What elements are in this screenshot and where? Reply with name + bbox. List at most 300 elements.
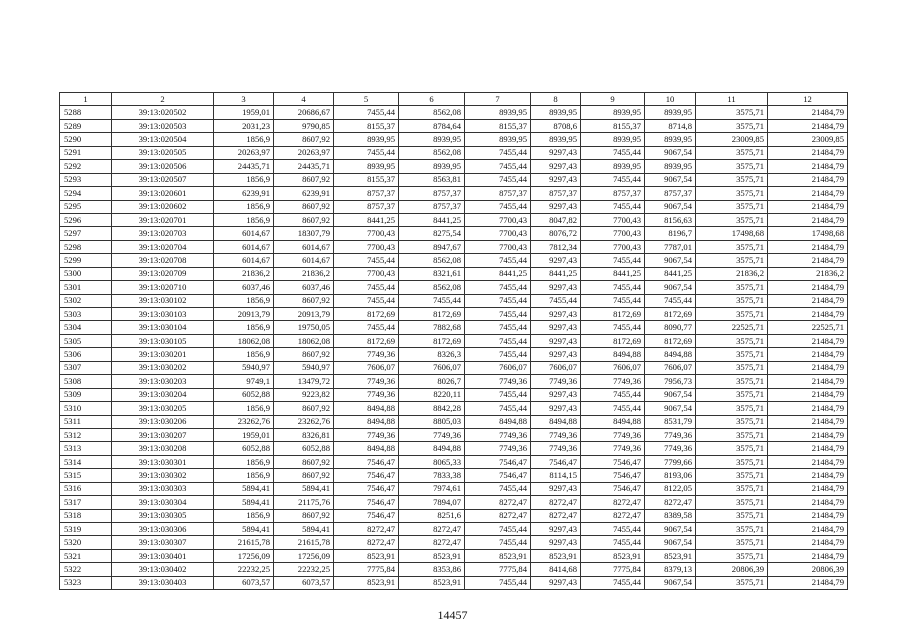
value-cell: 8090,77 xyxy=(645,321,696,334)
value-cell: 7749,36 xyxy=(465,428,531,441)
value-cell: 22232,25 xyxy=(274,563,334,576)
value-cell: 6014,67 xyxy=(214,227,274,240)
value-cell: 2031,23 xyxy=(214,119,274,132)
row-number-cell: 5308 xyxy=(60,375,112,388)
value-cell: 21484,79 xyxy=(768,146,848,159)
value-cell: 8494,88 xyxy=(334,442,399,455)
value-cell: 21484,79 xyxy=(768,160,848,173)
value-cell: 13479,72 xyxy=(274,375,334,388)
value-cell: 9067,54 xyxy=(645,576,696,589)
value-cell: 6073,57 xyxy=(214,576,274,589)
value-cell: 21484,79 xyxy=(768,576,848,589)
value-cell: 8494,88 xyxy=(334,415,399,428)
value-cell: 3575,71 xyxy=(696,415,768,428)
header-row xyxy=(60,93,848,106)
value-cell: 7546,47 xyxy=(334,496,399,509)
value-cell: 5894,41 xyxy=(274,482,334,495)
row-number-cell: 5301 xyxy=(60,281,112,294)
value-cell: 7749,36 xyxy=(531,428,581,441)
value-cell: 1856,9 xyxy=(214,348,274,361)
table-row xyxy=(60,348,848,361)
row-number-cell: 5316 xyxy=(60,482,112,495)
value-cell: 21836,2 xyxy=(214,267,274,280)
row-number-cell: 5307 xyxy=(60,361,112,374)
value-cell: 8251,6 xyxy=(399,509,465,522)
value-cell: 7749,36 xyxy=(531,375,581,388)
value-cell: 8414,68 xyxy=(531,563,581,576)
value-cell: 8523,91 xyxy=(399,549,465,562)
value-cell: 1856,9 xyxy=(214,173,274,186)
row-number-cell: 5288 xyxy=(60,106,112,119)
value-cell: 7606,07 xyxy=(581,361,645,374)
value-cell: 8939,95 xyxy=(399,133,465,146)
value-cell: 21484,79 xyxy=(768,428,848,441)
table-row xyxy=(60,267,848,280)
value-cell: 22525,71 xyxy=(696,321,768,334)
row-number-cell: 5292 xyxy=(60,160,112,173)
value-cell: 7455,44 xyxy=(465,388,531,401)
value-cell: 1856,9 xyxy=(214,133,274,146)
row-number-cell: 5302 xyxy=(60,294,112,307)
column-header: 4 xyxy=(274,93,334,106)
table-row xyxy=(60,334,848,347)
row-number-cell: 5290 xyxy=(60,133,112,146)
value-cell: 9067,54 xyxy=(645,281,696,294)
value-cell: 1959,01 xyxy=(214,106,274,119)
cadastral-number-cell: 39:13:020709 xyxy=(112,267,214,280)
row-number-cell: 5293 xyxy=(60,173,112,186)
value-cell: 8947,67 xyxy=(399,240,465,253)
row-number-cell: 5306 xyxy=(60,348,112,361)
value-cell: 8523,91 xyxy=(399,576,465,589)
value-cell: 8531,79 xyxy=(645,415,696,428)
row-number-cell: 5322 xyxy=(60,563,112,576)
value-cell: 21484,79 xyxy=(768,482,848,495)
value-cell: 7546,47 xyxy=(334,482,399,495)
value-cell: 6052,88 xyxy=(214,442,274,455)
value-cell: 3575,71 xyxy=(696,308,768,321)
value-cell: 7546,47 xyxy=(581,455,645,468)
row-number-cell: 5315 xyxy=(60,469,112,482)
table-row xyxy=(60,415,848,428)
value-cell: 5894,41 xyxy=(274,523,334,536)
value-cell: 7455,44 xyxy=(334,146,399,159)
value-cell: 7749,36 xyxy=(581,375,645,388)
value-cell: 20806,39 xyxy=(768,563,848,576)
value-cell: 7749,36 xyxy=(531,442,581,455)
value-cell: 7775,84 xyxy=(465,563,531,576)
value-cell: 8607,92 xyxy=(274,509,334,522)
value-cell: 8172,69 xyxy=(645,334,696,347)
table-row xyxy=(60,469,848,482)
value-cell: 9067,54 xyxy=(645,173,696,186)
value-cell: 23262,76 xyxy=(274,415,334,428)
cadastral-number-cell: 39:13:020507 xyxy=(112,173,214,186)
value-cell: 8272,47 xyxy=(531,496,581,509)
row-number-cell: 5313 xyxy=(60,442,112,455)
value-cell: 21484,79 xyxy=(768,388,848,401)
cadastral-number-cell: 39:13:030306 xyxy=(112,523,214,536)
value-cell: 21615,78 xyxy=(274,536,334,549)
table-row xyxy=(60,402,848,415)
value-cell: 21484,79 xyxy=(768,106,848,119)
value-cell: 7455,44 xyxy=(581,402,645,415)
cadastral-number-cell: 39:13:030103 xyxy=(112,308,214,321)
value-cell: 5894,41 xyxy=(214,482,274,495)
value-cell: 7700,43 xyxy=(581,240,645,253)
value-cell: 8939,95 xyxy=(334,133,399,146)
row-number-cell: 5321 xyxy=(60,549,112,562)
cadastral-number-cell: 39:13:020601 xyxy=(112,187,214,200)
value-cell: 8757,37 xyxy=(399,200,465,213)
value-cell: 9067,54 xyxy=(645,523,696,536)
value-cell: 7974,61 xyxy=(399,482,465,495)
value-cell: 7799,66 xyxy=(645,455,696,468)
value-cell: 23009,85 xyxy=(768,133,848,146)
row-number-cell: 5320 xyxy=(60,536,112,549)
table-row xyxy=(60,119,848,132)
value-cell: 8272,47 xyxy=(645,496,696,509)
value-cell: 9067,54 xyxy=(645,254,696,267)
value-cell: 8939,95 xyxy=(581,160,645,173)
value-cell: 9223,82 xyxy=(274,388,334,401)
value-cell: 7749,36 xyxy=(465,375,531,388)
value-cell: 8939,95 xyxy=(334,160,399,173)
value-cell: 7455,44 xyxy=(465,281,531,294)
value-cell: 8272,47 xyxy=(581,496,645,509)
cadastral-number-cell: 39:13:030302 xyxy=(112,469,214,482)
cadastral-number-cell: 39:13:030205 xyxy=(112,402,214,415)
cadastral-number-cell: 39:13:020506 xyxy=(112,160,214,173)
value-cell: 3575,71 xyxy=(696,469,768,482)
value-cell: 8272,47 xyxy=(399,523,465,536)
table-row xyxy=(60,563,848,576)
value-cell: 7700,43 xyxy=(334,227,399,240)
row-number-cell: 5295 xyxy=(60,200,112,213)
value-cell: 8272,47 xyxy=(581,509,645,522)
value-cell: 8272,47 xyxy=(465,509,531,522)
value-cell: 7455,44 xyxy=(581,536,645,549)
row-number-cell: 5319 xyxy=(60,523,112,536)
data-table xyxy=(59,92,848,590)
value-cell: 8607,92 xyxy=(274,294,334,307)
value-cell: 8441,25 xyxy=(399,213,465,226)
column-header: 7 xyxy=(465,93,531,106)
row-number-cell: 5291 xyxy=(60,146,112,159)
value-cell: 8494,88 xyxy=(581,415,645,428)
value-cell: 8494,88 xyxy=(645,348,696,361)
value-cell: 9297,43 xyxy=(531,321,581,334)
value-cell: 7455,44 xyxy=(334,281,399,294)
value-cell: 3575,71 xyxy=(696,294,768,307)
value-cell: 19750,05 xyxy=(274,321,334,334)
value-cell: 8172,69 xyxy=(399,308,465,321)
value-cell: 7700,43 xyxy=(581,213,645,226)
value-cell: 8321,61 xyxy=(399,267,465,280)
value-cell: 17256,09 xyxy=(214,549,274,562)
value-cell: 1856,9 xyxy=(214,294,274,307)
value-cell: 8939,95 xyxy=(645,133,696,146)
cadastral-number-cell: 39:13:030303 xyxy=(112,482,214,495)
cadastral-number-cell: 39:13:020502 xyxy=(112,106,214,119)
value-cell: 7700,43 xyxy=(581,227,645,240)
cadastral-number-cell: 39:13:030201 xyxy=(112,348,214,361)
value-cell: 6014,67 xyxy=(274,254,334,267)
value-cell: 21484,79 xyxy=(768,308,848,321)
value-cell: 21484,79 xyxy=(768,496,848,509)
value-cell: 3575,71 xyxy=(696,187,768,200)
value-cell: 8939,95 xyxy=(531,106,581,119)
value-cell: 21484,79 xyxy=(768,536,848,549)
cadastral-number-cell: 39:13:020505 xyxy=(112,146,214,159)
value-cell: 7455,44 xyxy=(465,200,531,213)
value-cell: 20263,97 xyxy=(214,146,274,159)
row-number-cell: 5296 xyxy=(60,213,112,226)
value-cell: 7455,44 xyxy=(531,294,581,307)
value-cell: 23009,85 xyxy=(696,133,768,146)
cadastral-number-cell: 39:13:020704 xyxy=(112,240,214,253)
table-row xyxy=(60,523,848,536)
row-number-cell: 5312 xyxy=(60,428,112,441)
value-cell: 6052,88 xyxy=(214,388,274,401)
value-cell: 8026,7 xyxy=(399,375,465,388)
value-cell: 21484,79 xyxy=(768,334,848,347)
value-cell: 7700,43 xyxy=(465,213,531,226)
cadastral-number-cell: 39:13:020708 xyxy=(112,254,214,267)
value-cell: 5940,97 xyxy=(274,361,334,374)
value-cell: 7606,07 xyxy=(645,361,696,374)
value-cell: 21484,79 xyxy=(768,509,848,522)
value-cell: 9297,43 xyxy=(531,523,581,536)
table-row xyxy=(60,361,848,374)
column-header: 1 xyxy=(60,93,112,106)
value-cell: 6014,67 xyxy=(214,240,274,253)
value-cell: 7455,44 xyxy=(581,576,645,589)
value-cell: 8939,95 xyxy=(465,133,531,146)
value-cell: 1856,9 xyxy=(214,213,274,226)
value-cell: 3575,71 xyxy=(696,455,768,468)
value-cell: 9297,43 xyxy=(531,402,581,415)
table-row xyxy=(60,173,848,186)
table-header xyxy=(60,93,848,106)
value-cell: 8379,13 xyxy=(645,563,696,576)
value-cell: 7833,38 xyxy=(399,469,465,482)
value-cell: 9067,54 xyxy=(645,402,696,415)
value-cell: 9297,43 xyxy=(531,348,581,361)
value-cell: 22525,71 xyxy=(768,321,848,334)
value-cell: 7546,47 xyxy=(465,455,531,468)
value-cell: 3575,71 xyxy=(696,281,768,294)
value-cell: 7956,73 xyxy=(645,375,696,388)
value-cell: 7812,34 xyxy=(531,240,581,253)
cadastral-number-cell: 39:13:020701 xyxy=(112,213,214,226)
column-header: 10 xyxy=(645,93,696,106)
value-cell: 8939,95 xyxy=(581,106,645,119)
value-cell: 7455,44 xyxy=(465,523,531,536)
value-cell: 7546,47 xyxy=(334,455,399,468)
cadastral-number-cell: 39:13:030208 xyxy=(112,442,214,455)
value-cell: 7749,36 xyxy=(334,375,399,388)
value-cell: 9067,54 xyxy=(645,388,696,401)
value-cell: 17256,09 xyxy=(274,549,334,562)
value-cell: 7455,44 xyxy=(465,536,531,549)
column-header: 11 xyxy=(696,93,768,106)
cadastral-number-cell: 39:13:030203 xyxy=(112,375,214,388)
value-cell: 8939,95 xyxy=(399,160,465,173)
table-row xyxy=(60,106,848,119)
value-cell: 8562,08 xyxy=(399,281,465,294)
value-cell: 21484,79 xyxy=(768,213,848,226)
value-cell: 17498,68 xyxy=(696,227,768,240)
value-cell: 3575,71 xyxy=(696,523,768,536)
value-cell: 8155,37 xyxy=(334,173,399,186)
value-cell: 3575,71 xyxy=(696,442,768,455)
row-number-cell: 5303 xyxy=(60,308,112,321)
value-cell: 8272,47 xyxy=(399,536,465,549)
row-number-cell: 5300 xyxy=(60,267,112,280)
value-cell: 21484,79 xyxy=(768,523,848,536)
cadastral-number-cell: 39:13:030105 xyxy=(112,334,214,347)
value-cell: 6239,91 xyxy=(274,187,334,200)
value-cell: 8562,08 xyxy=(399,254,465,267)
value-cell: 8714,8 xyxy=(645,119,696,132)
value-cell: 17498,68 xyxy=(768,227,848,240)
table-row xyxy=(60,576,848,589)
table-row xyxy=(60,213,848,226)
value-cell: 3575,71 xyxy=(696,428,768,441)
value-cell: 6073,57 xyxy=(274,576,334,589)
value-cell: 7546,47 xyxy=(531,455,581,468)
row-number-cell: 5299 xyxy=(60,254,112,267)
value-cell: 7749,36 xyxy=(334,348,399,361)
value-cell: 8172,69 xyxy=(399,334,465,347)
value-cell: 7606,07 xyxy=(334,361,399,374)
row-number-cell: 5304 xyxy=(60,321,112,334)
value-cell: 7455,44 xyxy=(581,388,645,401)
value-cell: 7455,44 xyxy=(334,254,399,267)
value-cell: 1959,01 xyxy=(214,428,274,441)
row-number-cell: 5294 xyxy=(60,187,112,200)
row-number-cell: 5297 xyxy=(60,227,112,240)
value-cell: 18062,08 xyxy=(214,334,274,347)
value-cell: 7546,47 xyxy=(581,482,645,495)
cadastral-number-cell: 39:13:030102 xyxy=(112,294,214,307)
table-row xyxy=(60,308,848,321)
value-cell: 21836,2 xyxy=(274,267,334,280)
value-cell: 3575,71 xyxy=(696,240,768,253)
cadastral-number-cell: 39:13:030301 xyxy=(112,455,214,468)
value-cell: 21484,79 xyxy=(768,348,848,361)
value-cell: 7700,43 xyxy=(334,267,399,280)
value-cell: 8076,72 xyxy=(531,227,581,240)
value-cell: 8441,25 xyxy=(645,267,696,280)
value-cell: 7455,44 xyxy=(581,254,645,267)
value-cell: 7606,07 xyxy=(531,361,581,374)
row-number-cell: 5305 xyxy=(60,334,112,347)
value-cell: 8523,91 xyxy=(581,549,645,562)
value-cell: 9297,43 xyxy=(531,173,581,186)
value-cell: 24435,71 xyxy=(214,160,274,173)
row-number-cell: 5323 xyxy=(60,576,112,589)
value-cell: 21484,79 xyxy=(768,442,848,455)
value-cell: 8708,6 xyxy=(531,119,581,132)
value-cell: 8842,28 xyxy=(399,402,465,415)
table-row xyxy=(60,375,848,388)
value-cell: 8607,92 xyxy=(274,402,334,415)
value-cell: 7455,44 xyxy=(465,576,531,589)
row-number-cell: 5317 xyxy=(60,496,112,509)
value-cell: 8353,86 xyxy=(399,563,465,576)
value-cell: 9297,43 xyxy=(531,536,581,549)
value-cell: 3575,71 xyxy=(696,375,768,388)
value-cell: 3575,71 xyxy=(696,119,768,132)
value-cell: 21836,2 xyxy=(768,267,848,280)
value-cell: 21175,76 xyxy=(274,496,334,509)
table-row xyxy=(60,321,848,334)
value-cell: 1856,9 xyxy=(214,469,274,482)
row-number-cell: 5318 xyxy=(60,509,112,522)
value-cell: 7455,44 xyxy=(581,200,645,213)
value-cell: 6014,67 xyxy=(274,240,334,253)
value-cell: 20806,39 xyxy=(696,563,768,576)
column-header: 2 xyxy=(112,93,214,106)
value-cell: 8196,7 xyxy=(645,227,696,240)
value-cell: 7455,44 xyxy=(334,321,399,334)
value-cell: 9297,43 xyxy=(531,160,581,173)
table-row xyxy=(60,281,848,294)
value-cell: 3575,71 xyxy=(696,200,768,213)
value-cell: 8172,69 xyxy=(334,334,399,347)
cadastral-number-cell: 39:13:020703 xyxy=(112,227,214,240)
value-cell: 3575,71 xyxy=(696,146,768,159)
value-cell: 7546,47 xyxy=(465,469,531,482)
value-cell: 5894,41 xyxy=(214,496,274,509)
column-header: 8 xyxy=(531,93,581,106)
value-cell: 8441,25 xyxy=(334,213,399,226)
cadastral-number-cell: 39:13:030401 xyxy=(112,549,214,562)
value-cell: 1856,9 xyxy=(214,402,274,415)
value-cell: 8607,92 xyxy=(274,200,334,213)
table-row xyxy=(60,536,848,549)
value-cell: 8441,25 xyxy=(531,267,581,280)
value-cell: 8607,92 xyxy=(274,173,334,186)
value-cell: 9297,43 xyxy=(531,281,581,294)
row-number-cell: 5310 xyxy=(60,402,112,415)
cadastral-number-cell: 39:13:020602 xyxy=(112,200,214,213)
value-cell: 8172,69 xyxy=(334,308,399,321)
value-cell: 7700,43 xyxy=(465,227,531,240)
value-cell: 7455,44 xyxy=(581,173,645,186)
value-cell: 7700,43 xyxy=(465,240,531,253)
value-cell: 1856,9 xyxy=(214,321,274,334)
value-cell: 8757,37 xyxy=(465,187,531,200)
value-cell: 20913,79 xyxy=(214,308,274,321)
value-cell: 7606,07 xyxy=(465,361,531,374)
row-number-cell: 5314 xyxy=(60,455,112,468)
value-cell: 9297,43 xyxy=(531,254,581,267)
value-cell: 8441,25 xyxy=(581,267,645,280)
value-cell: 1856,9 xyxy=(214,200,274,213)
table-row xyxy=(60,428,848,441)
value-cell: 20263,97 xyxy=(274,146,334,159)
value-cell: 8272,47 xyxy=(531,509,581,522)
table-row xyxy=(60,240,848,253)
value-cell: 7546,47 xyxy=(334,469,399,482)
table-body xyxy=(60,106,848,590)
value-cell: 9749,1 xyxy=(214,375,274,388)
value-cell: 21484,79 xyxy=(768,415,848,428)
value-cell: 7749,36 xyxy=(399,428,465,441)
